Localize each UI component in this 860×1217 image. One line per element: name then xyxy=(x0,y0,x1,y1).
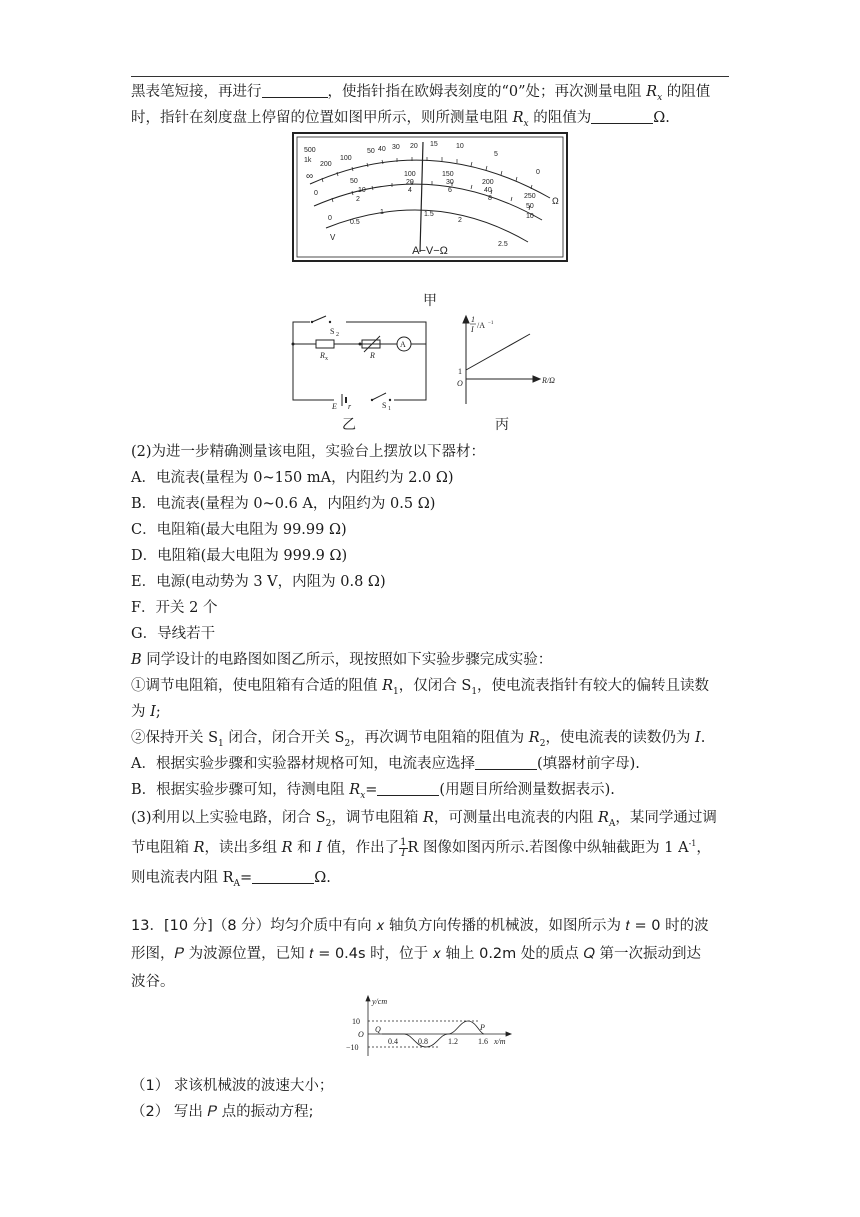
meter-tick: 50 xyxy=(367,148,375,155)
meter-tick: 0 xyxy=(314,190,318,197)
text: B．根据实验步骤可知，待测电阻 xyxy=(131,782,350,798)
text: ，使指针指在欧姆表刻度的“0”处；再次测量电阻 xyxy=(327,84,647,100)
xlabel: R/Ω xyxy=(542,376,555,385)
meter-tick: 1 xyxy=(380,209,384,216)
text: (3)利用以上实验电路，闭合 S xyxy=(131,810,326,826)
text: A．根据实验步骤和实验器材规格可知，电流表应选择 xyxy=(131,756,475,772)
text: 黑表笔短接，再进行 xyxy=(131,84,262,100)
meter-tick: 150 xyxy=(442,171,454,178)
option-c: C．电阻箱(最大电阻为 99.99 Ω) xyxy=(131,522,347,538)
fraction-1-over-i: $\frac{1}{I}$ xyxy=(400,836,407,859)
meter-tick: 10 xyxy=(358,187,366,194)
answer-blank xyxy=(262,83,328,98)
option-f: F．开关 2 个 xyxy=(131,600,218,616)
p3-line2: 节电阻箱 R，读出多组 R 和 I 值，作出了 $\frac{1}{I}$ R 图像如图丙所示.若图像中纵轴截距为 1 $A^{-1}$， xyxy=(131,836,711,859)
text: ②保持开关 S xyxy=(131,730,219,746)
ylabel: /A xyxy=(477,321,485,330)
wave-ytick: O xyxy=(358,1030,364,1039)
text: ，使电流表指针有较大的偏转且读数 xyxy=(477,678,710,694)
meter-tick: 10 xyxy=(526,213,534,220)
option-d: D．电阻箱(最大电阻为 999.9 Ω) xyxy=(131,548,348,564)
text: ，使电流表的读数仍为 xyxy=(545,730,696,746)
text: ，可测量出电流表的内阻 xyxy=(433,810,598,826)
meter-tick: 200 xyxy=(482,179,494,186)
meter-tick: 30 xyxy=(392,144,400,151)
meter-tick: 5 xyxy=(494,151,498,158)
q13-sub2: （2） 写出 𝑃 点的振动方程; xyxy=(131,1104,314,1120)
top-rule xyxy=(131,76,729,77)
q13-line1: 13．[10 分]（8 分）均匀介质中有向 𝑥 轴负方向传播的机械波，如图所示为 𝑡 = 0 时的波 xyxy=(131,918,709,934)
var-r1: $R_1$ xyxy=(382,678,399,697)
meter-tick: 10 xyxy=(456,143,464,150)
meter-tick: 30 xyxy=(446,179,454,186)
text: ， xyxy=(696,840,711,856)
p3-line1: (3)利用以上实验电路，闭合 $S_2$，调节电阻箱 R，可测量出电流表的内阻 $R_A$，某同学通过调 xyxy=(131,810,717,829)
text: 闭合，闭合开关 S xyxy=(223,730,345,746)
q13-line3: 波谷。 xyxy=(131,974,175,990)
text: 则电流表内阻 R xyxy=(131,870,234,886)
var-rx: $R_x$ xyxy=(646,84,663,103)
text: ，仅闭合 S xyxy=(398,678,472,694)
var-rx: $R_x$ xyxy=(512,110,529,129)
wave-xlabel: x/m xyxy=(494,1037,506,1046)
meter-tick: 2 xyxy=(356,196,360,203)
text: Ω. xyxy=(314,870,331,886)
label-sub: x xyxy=(325,356,328,362)
text: B xyxy=(131,652,142,668)
text: 值，作出了 xyxy=(322,840,400,856)
option-a: A．电流表(量程为 0~150 mA，内阻约为 2.0 Ω) xyxy=(131,470,454,486)
text: 时，指针在刻度盘上停留的位置如图甲所示，则所测量电阻 xyxy=(131,110,513,126)
multimeter-dial xyxy=(292,132,568,262)
meter-tick: 1k xyxy=(304,157,312,164)
point-p: P xyxy=(480,1023,485,1032)
text: ，调节电阻箱 xyxy=(331,810,423,826)
meter-tick: 20 xyxy=(410,143,418,150)
step1-line2: 为 I; xyxy=(131,704,161,720)
text: (用题目所给测量数据表示). xyxy=(439,782,615,798)
meter-tick: 0 xyxy=(328,215,332,222)
para1-line1 xyxy=(131,80,710,103)
meter-tick: 20 xyxy=(406,179,414,186)
meter-tick: 200 xyxy=(320,161,332,168)
step2: ②保持开关 $S_1$ 闭合，闭合开关 $S_2$，再次调节电阻箱的阻值为 $R_2$，使电流表的读数仍为 I. xyxy=(131,730,706,749)
text: R 图像如图丙所示.若图像中纵轴截距为 1 A xyxy=(407,840,689,856)
meter-tick: 2 xyxy=(458,217,462,224)
meter-tick: 0.5 xyxy=(350,219,360,226)
intercept-label: 1 xyxy=(458,367,462,376)
meter-tick: 40 xyxy=(484,187,492,194)
meter-tick: 100 xyxy=(340,155,352,162)
meter-tick: 2.5 xyxy=(498,241,508,248)
origin-label: O xyxy=(457,379,463,388)
meter-label: A−V−Ω xyxy=(412,245,448,257)
text: ①调节电阻箱，使电阻箱有合适的阻值 xyxy=(131,678,383,694)
meter-tick: 50 xyxy=(526,203,534,210)
question-a xyxy=(131,752,640,773)
meter-tick: ∞ xyxy=(306,171,314,182)
meter-tick: 6 xyxy=(448,187,452,194)
p2-intro: (2)为进一步精确测量该电阻，实验台上摆放以下器材： xyxy=(131,444,486,460)
meter-tick: 40 xyxy=(378,146,386,153)
label-s1: S xyxy=(382,401,387,410)
answer-blank xyxy=(475,755,537,770)
meter-tick: V xyxy=(330,233,336,242)
text: 同学设计的电路图如图乙所示，现按照如下实验步骤完成实验： xyxy=(141,652,553,668)
answer-blank xyxy=(377,781,439,796)
question-b: B．根据实验步骤可知，待测电阻 $R_x=$ (用题目所给测量数据表示). xyxy=(131,782,615,801)
circuit-diagram xyxy=(290,314,430,410)
text: ，再次调节电阻箱的阻值为 xyxy=(350,730,529,746)
ylabel-sup: −1 xyxy=(488,321,494,326)
option-e: E．电源(电动势为 3 V，内阻为 0.8 Ω) xyxy=(131,574,386,590)
meter-tick: 4 xyxy=(408,187,412,194)
meter-tick: 100 xyxy=(404,171,416,178)
answer-blank xyxy=(252,869,314,884)
label-sub: 2 xyxy=(336,332,339,338)
step1-line1: ①调节电阻箱，使电阻箱有合适的阻值 $R_1$，仅闭合 $S_1$，使电流表指针有较大的偏转且读数 xyxy=(131,678,710,697)
point-q: Q xyxy=(375,1025,381,1034)
text: ，读出多组 xyxy=(204,840,282,856)
wave-xtick: 0.4 xyxy=(388,1037,398,1046)
wave-ylabel: y/cm xyxy=(372,997,388,1006)
text: ，某同学通过调 xyxy=(615,810,717,826)
meter-tick: 0 xyxy=(536,169,540,176)
option-g: G．导线若干 xyxy=(131,626,216,642)
svg-text:1: 1 xyxy=(471,315,475,324)
para1-line2 xyxy=(131,106,670,129)
option-b: B．电流表(量程为 0~0.6 A，内阻约为 0.5 Ω) xyxy=(131,496,436,512)
wave-graph xyxy=(338,994,518,1058)
label-rx: R xyxy=(320,351,325,360)
meter-tick: 8 xyxy=(488,195,492,202)
design-text xyxy=(131,648,552,669)
label-r-internal: r xyxy=(348,402,352,410)
text: 的阻值 xyxy=(662,84,711,100)
label-e: E xyxy=(332,402,337,410)
text: 和 xyxy=(292,840,317,856)
wave-xtick: 1.6 xyxy=(478,1037,488,1046)
text: = xyxy=(240,870,253,886)
ammeter-label: A xyxy=(400,340,406,349)
caption-bing: 丙 xyxy=(495,417,509,433)
meter-tick: 500 xyxy=(304,147,316,154)
wave-xtick: 0.8 xyxy=(418,1037,428,1046)
text: = xyxy=(365,782,378,798)
q13-sub1: （1） 求该机械波的波速大小； xyxy=(131,1078,334,1094)
text: 节电阻箱 xyxy=(131,840,194,856)
text: Ω. xyxy=(653,110,670,126)
text: 为 xyxy=(131,704,151,720)
q13-line2: 形图，𝑃 为波源位置，已知 𝑡 = 0.4s 时，位于 𝑥 轴上 0.2m 处的质点 𝑄 第一次振动到达 xyxy=(131,946,701,962)
text: 的阻值为 xyxy=(528,110,592,126)
meter-tick: 250 xyxy=(524,193,536,200)
wave-ytick: −10 xyxy=(346,1043,359,1052)
meter-tick: Ω xyxy=(552,196,559,206)
caption-jia: 甲 xyxy=(423,293,437,309)
svg-text:I: I xyxy=(471,325,474,334)
meter-tick: 15 xyxy=(430,141,438,148)
wave-xtick: 1.2 xyxy=(448,1037,458,1046)
label-r: R xyxy=(370,351,375,360)
inverse-i-graph xyxy=(452,314,572,406)
label-s2: S xyxy=(330,327,335,336)
caption-yi: 乙 xyxy=(342,417,356,433)
text: (填器材前字母). xyxy=(536,756,640,772)
label-sub: 1 xyxy=(388,406,391,410)
answer-blank xyxy=(591,109,653,124)
p3-line3: 则电流表内阻 $R_A= \Omega$. xyxy=(131,870,331,889)
meter-tick: 50 xyxy=(350,178,358,185)
wave-ytick: 10 xyxy=(352,1017,360,1026)
meter-tick: 1.5 xyxy=(424,211,434,218)
